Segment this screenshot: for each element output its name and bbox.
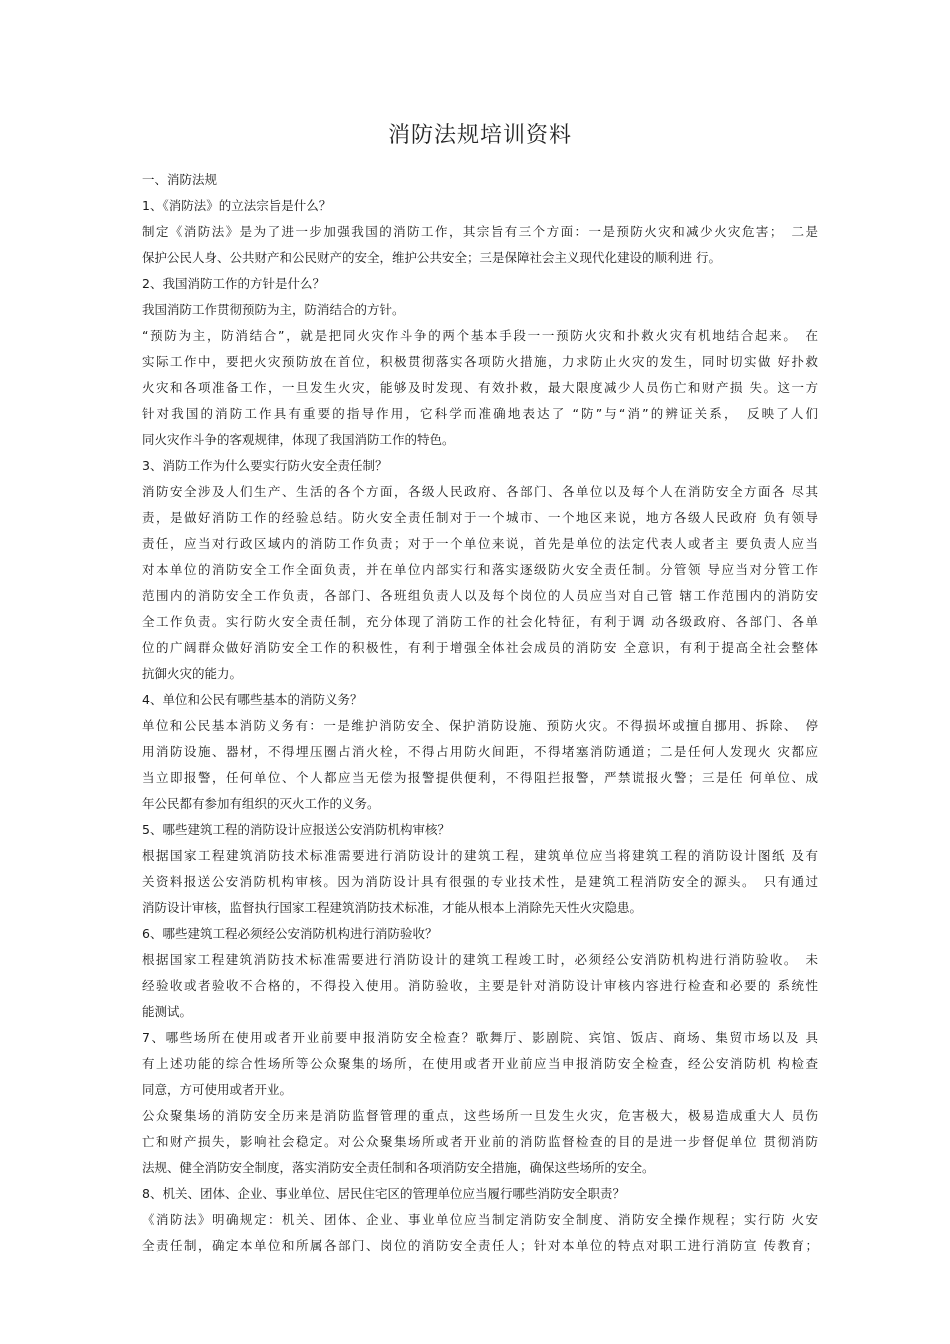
paragraph-line: 全工作负责。实行防火安全责任制，充分体现了消防工作的社会化特征，有利于调 动各级政府、各部门、各单 — [142, 614, 818, 629]
paragraph-line: 年公民都有参加有组织的灭火工作的义务。 — [142, 796, 380, 811]
paragraph-line: 有上述功能的综合性场所等公众聚集的场所，在使用或者开业前应当申报消防安全检查，经公安消防机 构检查 — [142, 1056, 818, 1071]
paragraph-line: 责，是做好消防工作的经验总结。防火安全责任制对于一个城市、一个地区来说，地方各级人民政府 负有领导 — [142, 510, 818, 525]
paragraph-line: 经验收或者验收不合格的，不得投入使用。消防验收，主要是针对消防设计审核内容进行检查和必要的 系统性 — [142, 978, 818, 993]
question-line: 6、哪些建筑工程必须经公安消防机构进行消防验收？ — [142, 926, 438, 941]
document-title: 消防法规培训资料 — [387, 123, 572, 148]
paragraph-line: 对本单位的消防安全工作全面负责，并在单位内部实行和落实逐级防火安全责任制。分管领 导应当对分管工作 — [142, 562, 818, 577]
question-line: 5、哪些建筑工程的消防设计应报送公安消防机构审核？ — [142, 822, 450, 837]
paragraph-line: 抗御火灾的能力。 — [142, 666, 243, 681]
paragraph-line: 单位和公民基本消防义务有：一是维护消防安全、保护消防设施、预防火灾。不得损坏或擅自挪用、拆除、 停 — [142, 718, 818, 733]
paragraph-line: 全责任制，确定本单位和所属各部门、岗位的消防安全责任人；针对本单位的特点对职工进行消防宣 传教育； — [142, 1238, 818, 1253]
document-page — [142, 0, 818, 1259]
question-line: 1、《消防法》的立法宗旨是什么？ — [142, 198, 332, 213]
document-body — [142, 167, 818, 1259]
paragraph-line: 公众聚集场的消防安全历来是消防监督管理的重点，这些场所一旦发生火灾，危害极大，极易造成重大人 员伤 — [142, 1108, 818, 1123]
paragraph-line: 实际工作中，要把火灾预防放在首位，积极贯彻落实各项防火措施，力求防止火灾的发生，同时切实做 好扑救 — [142, 354, 818, 369]
paragraph-line: 《消防法》明确规定：机关、团体、企业、事业单位应当制定消防安全制度、消防安全操作规程；实行防 火安 — [142, 1212, 818, 1227]
question-line: 3、消防工作为什么要实行防火安全责任制？ — [142, 458, 388, 473]
paragraph-line: 能测试。 — [142, 1004, 193, 1019]
paragraph-line: 消防安全涉及人们生产、生活的各个方面，各级人民政府、各部门、各单位以及每个人在消防安全方面各 尽其 — [142, 484, 818, 499]
paragraph-line: 当立即报警，任何单位、个人都应当无偿为报警提供便利，不得阻拦报警，严禁谎报火警；三是任 何单位、成 — [142, 770, 818, 785]
paragraph-line: 针对我国的消防工作具有重要的指导作用，它科学而准确地表达了 “防”与“消”的辨证关系， 反映了人们 — [142, 406, 818, 421]
paragraph-line: 范围内的消防安全工作负责，各部门、各班组负责人以及每个岗位的人员应当对自己管 辖工作范围内的消防安 — [142, 588, 818, 603]
paragraph-line: 根据国家工程建筑消防技术标准需要进行消防设计的建筑工程，建筑单位应当将建筑工程的消防设计图纸 及有 — [142, 848, 818, 863]
paragraph-line: 同意，方可使用或者开业。 — [142, 1082, 293, 1097]
paragraph-line: 消防设计审核，监督执行国家工程建筑消防技术标准，才能从根本上消除先天性火灾隐患。 — [142, 900, 643, 915]
paragraph-line: 我国消防工作贯彻预防为主，防消结合的方针。 — [142, 302, 405, 317]
paragraph-line: 位的广阔群众做好消防安全工作的积极性，有利于增强全体社会成员的消防安 全意识，有利于提高全社会整体 — [142, 640, 818, 655]
paragraph-line: 保护公民人身、公共财产和公民财产的安全，维护公共安全；三是保障社会主义现代化建设的顺利进 行。 — [142, 250, 721, 265]
paragraph-line: 火灾和各项准备工作，一旦发生火灾，能够及时发现、有效扑救，最大限度减少人员伤亡和财产损 失。这一方 — [142, 380, 818, 395]
question-line: 8、机关、团体、企业、事业单位、居民住宅区的管理单位应当履行哪些消防安全职责？ — [142, 1186, 625, 1201]
paragraph-line: 制定《消防法》是为了进一步加强我国的消防工作，其宗旨有三个方面：一是预防火灾和减少火灾危害； 二是 — [142, 224, 818, 239]
question-line: 2、我国消防工作的方针是什么？ — [142, 276, 325, 291]
paragraph-line: 法规、健全消防安全制度，落实消防安全责任制和各项消防安全措施，确保这些场所的安全。 — [142, 1160, 655, 1175]
paragraph-line: 同火灾作斗争的客观规律，体现了我国消防工作的特色。 — [142, 432, 455, 447]
question-line: 4、单位和公民有哪些基本的消防义务？ — [142, 692, 363, 707]
paragraph-line: “预防为主，防消结合”，就是把同火灾作斗争的两个基本手段一一预防火灾和扑救火灾有机地结合起来。 在 — [142, 328, 818, 343]
paragraph-line: 亡和财产损失，影响社会稳定。对公众聚集场所或者开业前的消防监督检查的目的是进一步督促单位 贯彻消防 — [142, 1134, 818, 1149]
paragraph-line: 责任，应当对行政区域内的消防工作负责；对于一个单位来说，首先是单位的法定代表人或者主 要负责人应当 — [142, 536, 818, 551]
paragraph-line: 关资料报送公安消防机构审核。因为消防设计具有很强的专业技术性，是建筑工程消防安全的源头。 只有通过 — [142, 874, 818, 889]
paragraph-line: 用消防设施、器材，不得埋压圈占消火栓，不得占用防火间距，不得堵塞消防通道；二是任何人发现火 灾都应 — [142, 744, 818, 759]
paragraph-line: 根据国家工程建筑消防技术标准需要进行消防设计的建筑工程竣工时，必须经公安消防机构进行消防验收。 未 — [142, 952, 818, 967]
paragraph-line: 7、哪些场所在使用或者开业前要申报消防安全检查？歌舞厅、影剧院、宾馆、饭店、商场、集贸市场以及 具 — [142, 1030, 818, 1045]
question-line: 一、消防法规 — [142, 172, 218, 187]
